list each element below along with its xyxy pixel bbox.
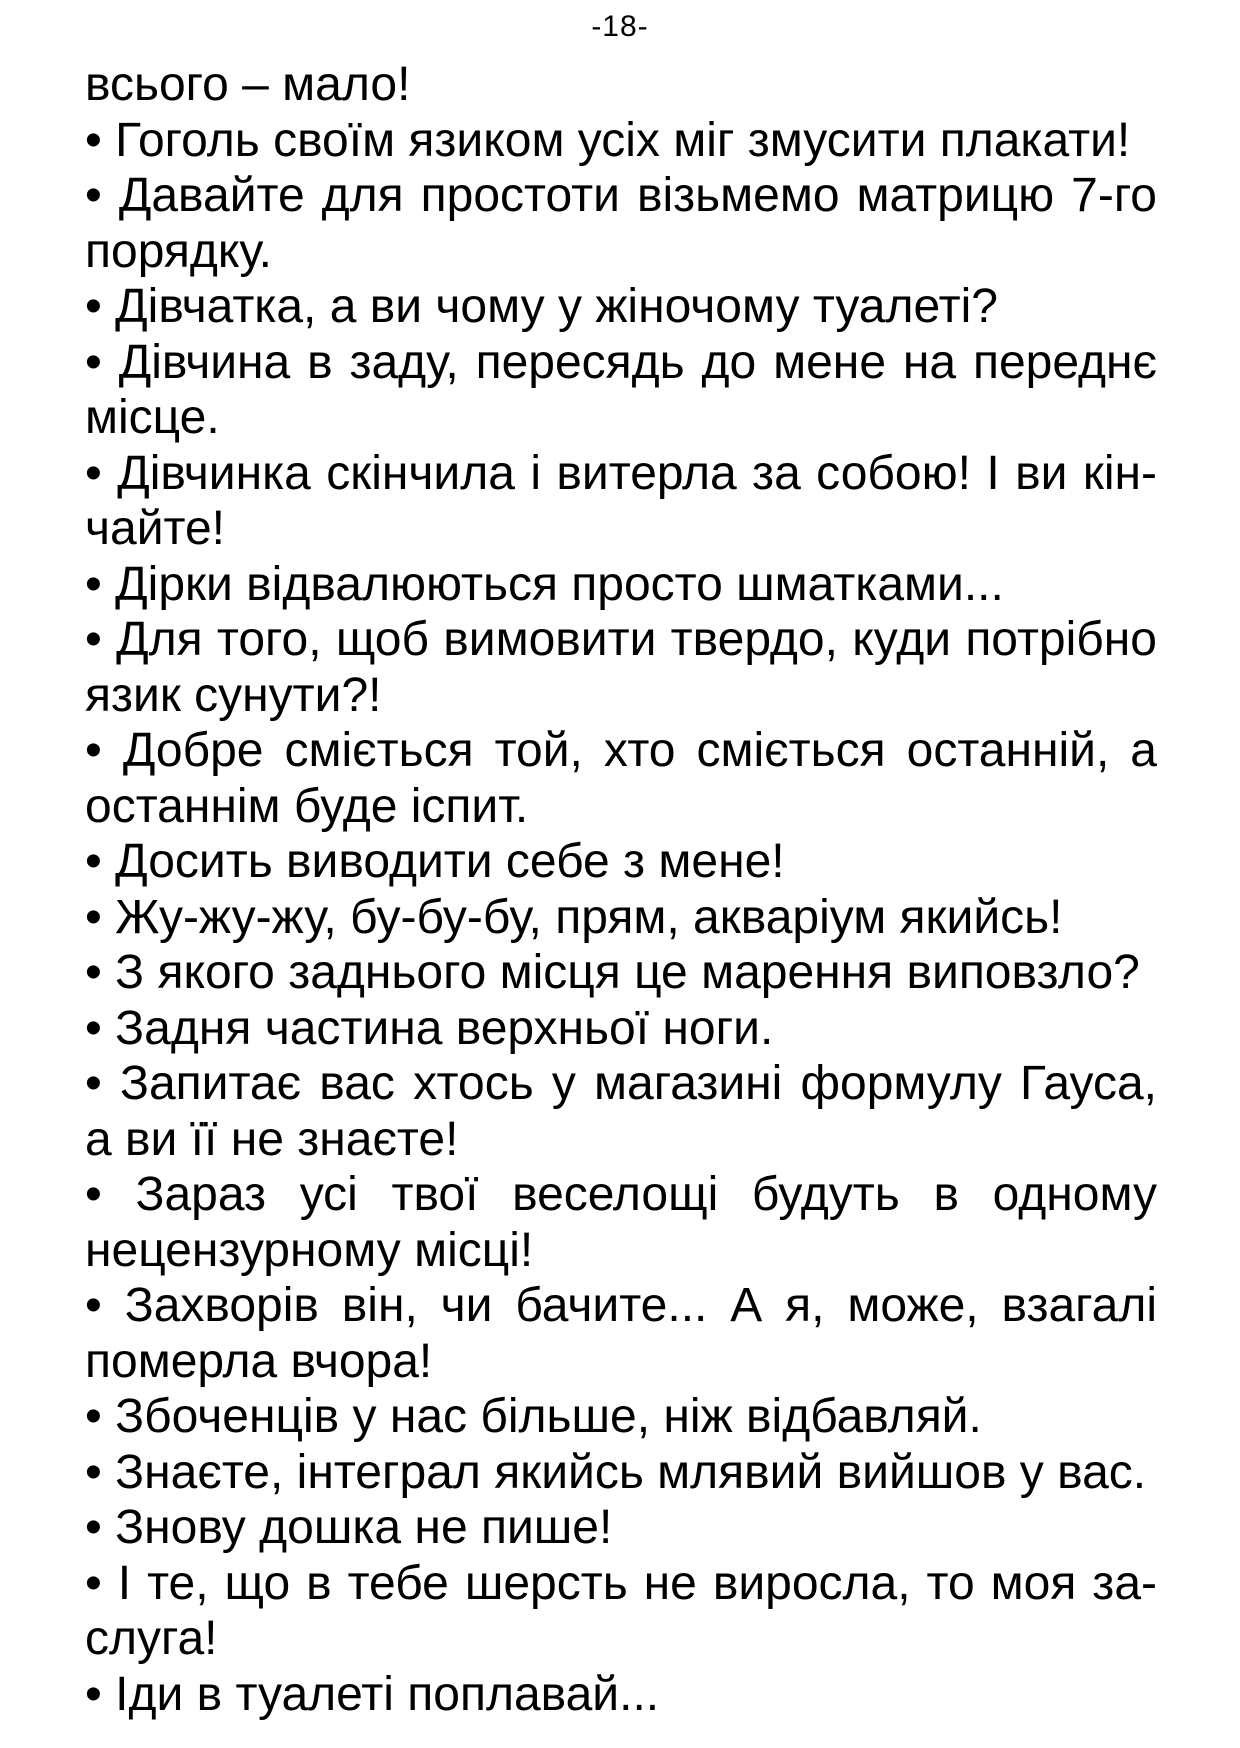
- quote-text: Знаєте, інтеграл якийсь млявий вийшов у вас.: [115, 1445, 1147, 1499]
- quote-item: [85, 834, 1157, 890]
- bullet-icon: •: [85, 1556, 102, 1610]
- page-number: -18-: [591, 10, 649, 43]
- quote-text: І те, що в тебе шерсть не виросла, то моя заслуга!: [85, 1556, 1157, 1665]
- quote-item: [85, 1445, 1157, 1501]
- quote-item: [85, 1001, 1157, 1057]
- quote-item: [85, 945, 1157, 1001]
- bullet-icon: •: [85, 1168, 102, 1221]
- quote-item: [85, 1056, 1157, 1167]
- quote-text: Дівчинка скінчила і витерла за собою! І ви кінчайте!: [85, 446, 1157, 555]
- quote-item: [85, 446, 1157, 557]
- quote-item: [85, 1278, 1157, 1389]
- bullet-icon: •: [85, 946, 102, 999]
- quote-text: Запитає вас хтось у магазині формулу Гауса, а ви її не знаєте!: [85, 1057, 1157, 1166]
- bullet-icon: •: [85, 1057, 102, 1110]
- quote-text: Для того, щоб вимовити твердо, куди потрібно язик сунути?!: [85, 613, 1157, 722]
- bullet-icon: •: [85, 335, 102, 389]
- bullet-icon: •: [85, 113, 102, 167]
- bullet-icon: •: [85, 1667, 102, 1721]
- quote-item: [85, 890, 1157, 946]
- quote-item: [85, 113, 1157, 169]
- quote-text: Гоголь своїм язиком усіх міг змусити плакати!: [115, 113, 1131, 167]
- quote-text: Жу-жу-жу, бу-бу-бу, прям, акваріум якийсь!: [115, 890, 1063, 944]
- quote-text: Досить виводити себе з мене!: [115, 835, 785, 888]
- bullet-icon: •: [85, 1001, 102, 1055]
- quote-item: [85, 1500, 1157, 1556]
- quote-item: [85, 335, 1157, 446]
- quote-item: [85, 1556, 1157, 1667]
- quote-text: Дірки відвалюються просто шматками...: [115, 557, 1004, 611]
- quote-text: Знову дошка не пише!: [115, 1501, 613, 1554]
- quote-item: [85, 1667, 1157, 1723]
- quote-text: Давайте для простоти візьмемо матрицю 7-го порядку.: [85, 169, 1157, 278]
- bullet-icon: •: [85, 1501, 102, 1554]
- quote-item: [85, 168, 1157, 279]
- quote-item: [85, 723, 1157, 834]
- quote-text: Задня частина верхньої ноги.: [115, 1001, 774, 1055]
- quote-list: [85, 113, 1157, 1723]
- bullet-icon: •: [85, 890, 102, 944]
- bullet-icon: •: [85, 613, 102, 666]
- quote-text: Дівчина в заду, пересядь до мене на переднє місце.: [85, 335, 1157, 444]
- continuation-text: всього – мало!: [85, 58, 411, 111]
- quote-text: З якого заднього місця це марення виповзло?: [115, 946, 1140, 999]
- quote-text: Зараз усі твої веселощі будуть в одному нецензурному місці!: [85, 1168, 1157, 1277]
- bullet-icon: •: [85, 1445, 102, 1499]
- bullet-icon: •: [85, 169, 102, 222]
- quote-item: [85, 279, 1157, 335]
- quote-text: Збоченців у нас більше, ніж відбавляй.: [115, 1390, 982, 1443]
- bullet-icon: •: [85, 446, 102, 500]
- bullet-icon: •: [85, 835, 102, 888]
- quote-text: Захворів він, чи бачите... А я, може, взагалі померла вчора!: [85, 1279, 1157, 1388]
- bullet-icon: •: [85, 557, 102, 611]
- quote-text: Іди в туалеті поплавай...: [115, 1667, 660, 1721]
- quote-item: [85, 612, 1157, 723]
- bullet-icon: •: [85, 724, 102, 777]
- bullet-icon: •: [85, 1390, 102, 1443]
- bullet-icon: •: [85, 1279, 102, 1332]
- quote-item: [85, 1167, 1157, 1278]
- bullet-icon: •: [85, 280, 102, 333]
- quote-text: Добре сміється той, хто сміється останній, а останнім буде іспит.: [85, 724, 1158, 833]
- quote-item: [85, 1389, 1157, 1445]
- quote-text: Дівчатка, а ви чому у жіночому туалеті?: [115, 280, 998, 333]
- page-content: [85, 57, 1157, 1722]
- quote-item: [85, 557, 1157, 613]
